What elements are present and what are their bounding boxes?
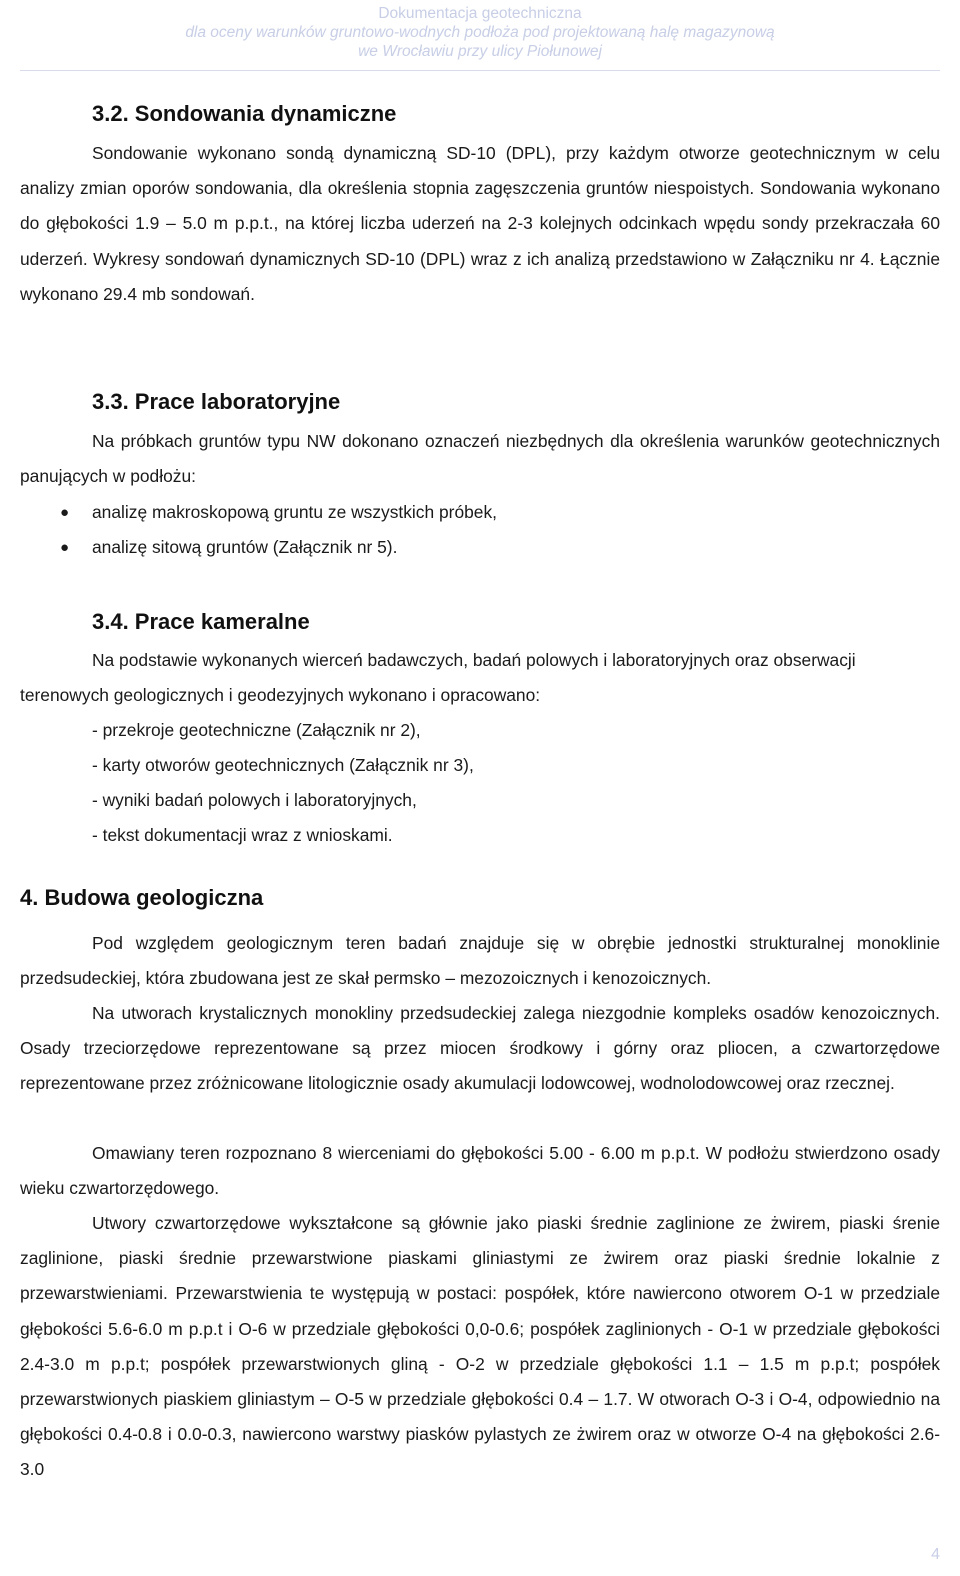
section-3-2-paragraph: Sondowanie wykonano sondą dynamiczną SD-10 (DPL), przy każdym otworze geotechnicznym w celu analizy zmian oporów sondowania, dla określenia stopnia zagęszczenia gruntów niespoistych. Sondowania wykonano do głębokości 1.9 – 5.0 m p.p.t., na której liczba uderzeń na 2-3 kolejnych odcinkach wpędu sondy przekraczała 60 uderzeń. Wykresy sondowań dynamicznych SD-10 (DPL) wraz z ich analizą przedstawiono w Załączniku nr 4. Łącznie wykonano 29.4 mb sondowań.	[20, 143, 940, 304]
bullet-dot: ●	[60, 504, 70, 521]
section-heading-3-2: 3.2. Sondowania dynamiczne	[92, 101, 397, 126]
section-4-paragraph-4: Utwory czwartorzędowe wykształcone są głównie jako piaski średnie zaglinione ze żwirem, piaski śrenie zaglinione, piaski średnie przewarstwione piaskami gliniastymi ze żwirem oraz piaski średnie lokalnie z przewarstwieniami. Przewarstwienia te występują w postaci: pospółek, które nawiercono otworem O-1 w przedziale głębokości 5.6-6.0 m p.p.t i O-6 w przedziale głębokości 0,0-0.6; pospółek zaglinionych - O-1 w przedziale głębokości 2.4-3.0 m p.p.t; pospółek przewarstwionych gliną - O-2 w przedziale głębokości 1.1 – 1.5 m p.p.t; pospółek przewarstwionych piaskiem gliniastym – O-5 w przedziale głębokości 0.4 – 1.7. W otworach O-3 i O-4, odpowiednio na głębokości 0.4-0.8 i 0.0-0.3, nawiercono warstwy piasków pylastych ze żwirem oraz w otworze O-4 na głębokości 2.6-3.0	[20, 1213, 940, 1480]
list-item: analizę sitową gruntów (Załącznik nr 5).	[92, 537, 398, 557]
list-item: - wyniki badań polowych i laboratoryjnych,	[92, 790, 417, 810]
list-item: - tekst dokumentacji wraz z wnioskami.	[92, 825, 393, 845]
section-3-4-paragraph: Na podstawie wykonanych wierceń badawczych, badań polowych i laboratoryjnych oraz obserwacji terenowych geologicznych i geodezyjnych wykonano i opracowano:	[20, 650, 856, 706]
page-number: 4	[931, 1546, 940, 1563]
section-4-paragraph-3: Omawiany teren rozpoznano 8 wierceniami do głębokości 5.00 - 6.00 m p.p.t. W podłożu stwierdzono osady wieku czwartorzędowego.	[20, 1143, 940, 1199]
bullet-dot: ●	[60, 539, 70, 556]
list-item: - karty otworów geotechnicznych (Załącznik nr 3),	[92, 755, 474, 775]
section-heading-3-3: 3.3. Prace laboratoryjne	[92, 389, 341, 414]
header-subtitle: dla oceny warunków gruntowo-wodnych podłoża pod projektowaną halę magazynową	[185, 24, 775, 41]
section-4-paragraph-1: Pod względem geologicznym teren badań znajduje się w obrębie jednostki strukturalnej monoklinie przedsudeckiej, która zbudowana jest ze skał permsko – mezozoicznych i kenozoicznych.	[20, 933, 940, 989]
section-3-3-paragraph: Na próbkach gruntów typu NW dokonano oznaczeń niezbędnych dla określenia warunków geotechnicznych panujących w podłożu:	[20, 431, 940, 487]
header-location: we Wrocławiu przy ulicy Piołunowej	[358, 43, 602, 60]
header-title: Dokumentacja geotechniczna	[378, 5, 582, 22]
page-header	[0, 4, 960, 61]
list-item: analizę makroskopową gruntu ze wszystkich próbek,	[92, 502, 498, 522]
section-heading-3-4: 3.4. Prace kameralne	[92, 609, 310, 634]
list-item: - przekroje geotechniczne (Załącznik nr 2),	[92, 720, 421, 740]
header-divider	[20, 70, 940, 71]
section-heading-4: 4. Budowa geologiczna	[20, 885, 264, 910]
section-4-paragraph-2: Na utworach krystalicznych monokliny przedsudeckiej zalega niezgodnie kompleks osadów kenozoicznych. Osady trzeciorzędowe reprezentowane są przez miocen środkowy i górny oraz pliocen, a czwartorzędowe reprezentowane przez zróżnicowane litologicznie osady akumulacji lodowcowej, wodnolodowcowej oraz rzecznej.	[20, 1003, 940, 1094]
